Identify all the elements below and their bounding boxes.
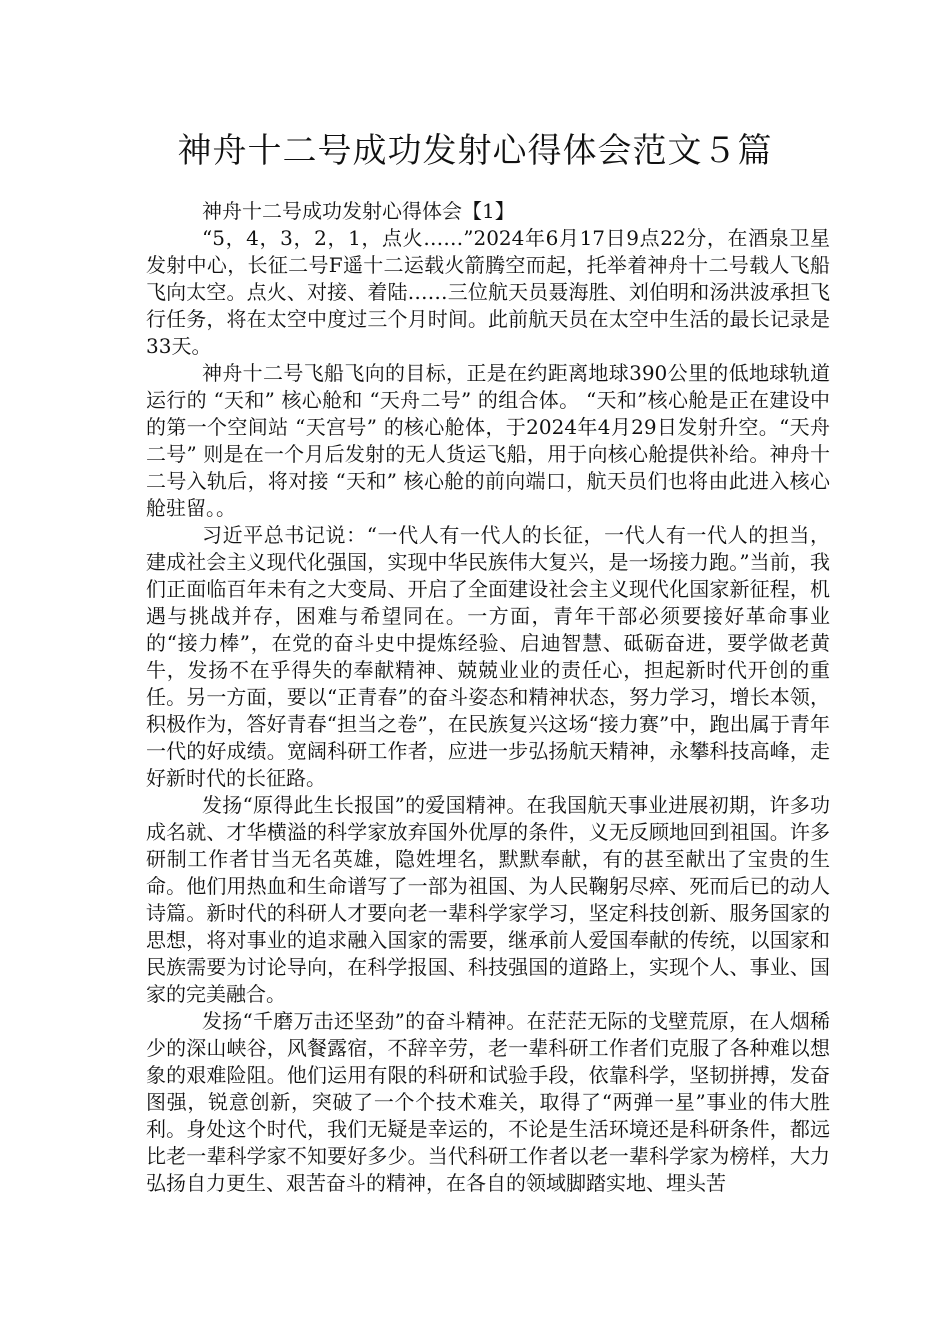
section-heading: 神舟十二号成功发射心得体会【1】 [202,199,515,223]
paragraph-5: 发扬“千磨万击还坚劲”的奋斗精神。在茫茫无际的戈壁荒原，在人烟稀少的深山峡谷，风餐露宿，不辞辛劳，老一辈科研工作者们克服了各种难以想象的艰难险阻。他们运用有限的科研和试验手段，依靠科学，坚韧拼搏，发奋图强，锐意创新，突破了一个个技术难关，取得了“两弹一星”事业的伟大胜利。身处这个时代，我们无疑是幸运的，不论是生活环境还是科研条件，都远比老一辈科学家不知要好多少。当代科研工作者以老一辈科学家为榜样，大力弘扬自力更生、艰苦奋斗的精神，在各自的领域脚踏实地、埋头苦 [146,1009,830,1195]
document-body [146,198,830,1197]
document-title: 神舟十二号成功发射心得体会范文５篇 [177,131,773,171]
paragraph-1: “5，4，3，2，1，点火……”2024年6月17日9点22分，在酒泉卫星发射中心，长征二号F遥十二运载火箭腾空而起，托举着神舟十二号载人飞船飞向太空。点火、对接、着陆……三位航天员聂海胜、刘伯明和汤洪波承担飞行任务，将在太空中度过三个月时间。此前航天员在太空中生活的最长记录是33天。 [146,226,830,358]
paragraph-2: 神舟十二号飞船飞向的目标，正是在约距离地球390公里的低地球轨道运行的 “天和” 核心舱和 “天舟二号” 的组合体。 “天和”核心舱是正在建设中的第一个空间站 “天宫号” 的核心舱体，于2024年4月29日发射升空。“天舟二号” 则是在一个月后发射的无人货运飞船，用于向核心舱提供补给。神舟十二号入轨后，将对接 “天和” 核心舱的前向端口，航天员们也将由此进入核心舱驻留。。 [146,361,830,520]
paragraph-4: 发扬“原得此生长报国”的爱国精神。在我国航天事业进展初期，许多功成名就、才华横溢的科学家放弃国外优厚的条件，义无反顾地回到祖国。许多研制工作者甘当无名英雄，隐姓埋名，默默奉献，有的甚至献出了宝贵的生命。他们用热血和生命谱写了一部为祖国、为人民鞠躬尽瘁、死而后已的动人诗篇。新时代的科研人才要向老一辈科学家学习，坚定科技创新、服务国家的思想，将对事业的追求融入国家的需要，继承前人爱国奉献的传统，以国家和民族需要为讨论导向，在科学报国、科技强国的道路上，实现个人、事业、国家的完美融合。 [146,793,830,1006]
paragraph-3: 习近平总书记说：“一代人有一代人的长征，一代人有一代人的担当，建成社会主义现代化强国，实现中华民族伟大复兴，是一场接力跑。”当前，我们正面临百年未有之大变局、开启了全面建设社会主义现代化国家新征程，机遇与挑战并存，困难与希望同在。一方面，青年干部必须要接好革命事业的“接力棒”，在党的奋斗史中提炼经验、启迪智慧、砥砺奋进，要学做老黄牛，发扬不在乎得失的奉献精神、兢兢业业的责任心，担起新时代开创的重任。另一方面，要以“正青春”的奋斗姿态和精神状态，努力学习，增长本领，积极作为，答好青春“担当之卷”，在民族复兴这场“接力赛”中，跑出属于青年一代的好成绩。宽阔科研工作者，应进一步弘扬航天精神，永攀科技高峰，走好新时代的长征路。 [146,523,830,790]
